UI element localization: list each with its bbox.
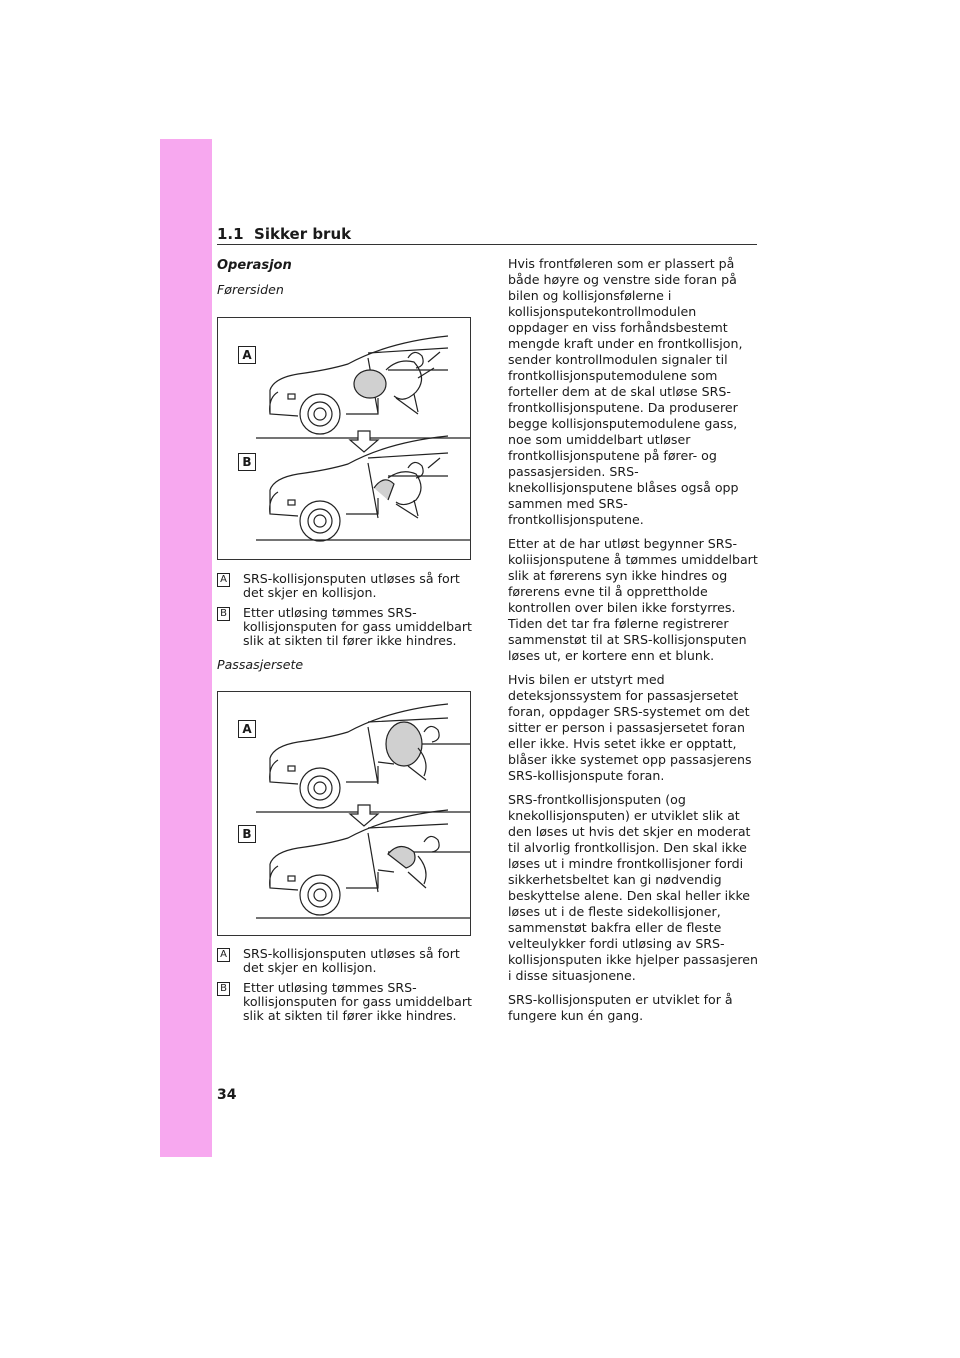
figure-label-a: A (238, 720, 256, 738)
caption-key: B (217, 982, 230, 996)
caption-item (217, 981, 472, 1023)
caption-text: SRS-kollisjonsputen utløses så fort det skjer en kollisjon. (243, 571, 460, 600)
caption-item (217, 572, 472, 600)
driver-side-subheading: Førersiden (217, 282, 284, 297)
figure-label-b: B (238, 453, 256, 471)
section-divider (217, 244, 757, 245)
passenger-side-subheading: Passasjersete (217, 657, 304, 672)
paragraph: Hvis frontføleren som er plassert på både høyre og venstre side foran på bilen og kollisjonsfølerne i kollisjonsputekontrollmodulen oppdager en viss forhåndsbestemt mengde kraft under en frontkollisjon, sender kontrollmodulen signaler til frontkollisjonsputemodulene som forteller dem at de skal utløse SRS-frontkollisjonsputene. Da produserer begge kollisjonsputemodulene gass, noe som umiddelbart utløser frontkollisjonsputene på fører- og passasjersiden. SRS-knekollisjonsputene blåses også opp sammen med SRS-frontkollisjonsputene. (508, 256, 743, 527)
paragraph: SRS-frontkollisjonsputen (og knekollisjonsputen) er utviklet slik at den løses ut hvis det skjer en moderat til alvorlig frontkollisjon. Den skal ikke løses ut i mindre frontkollisjoner fordi sikkerhetsbeltet kan gi nødvendig beskyttelse alene. Den skal heller ikke løses ut i de fleste sidekollisjoner, sammenstøt bakfra eller de fleste velteulykker fordi utløsing av SRS-kollisjonsputen ikke hjelper passasjeren i disse situasjonene. (508, 792, 759, 983)
section-title: Sikker bruk (254, 225, 352, 243)
caption-text: Etter utløsing tømmes SRS-kollisjonsputen for gass umiddelbart slik at sikten til fører ikke hindres. (243, 980, 472, 1023)
paragraph: Etter at de har utløst begynner SRS-koliisjonsputene å tømmes umiddelbart slik at førerens syn ikke hindres og førerens evne til å opprettholde kontrollen over bilen ikke forstyrres. Tiden det tar fra følerne registrerer sammenstøt til at SRS-kollisjonsputen løses ut, er kortere enn et blunk. (508, 536, 758, 663)
caption-item (217, 606, 472, 648)
paragraph: SRS-kollisjonsputen er utviklet for å fungere kun én gang. (508, 992, 733, 1023)
chapter-color-band (160, 139, 212, 1157)
section-header (217, 225, 351, 243)
figure-label-a: A (238, 346, 256, 364)
caption-item (217, 947, 472, 975)
figure-label-b: B (238, 825, 256, 843)
section-number: 1.1 (217, 225, 244, 243)
caption-key: A (217, 573, 230, 587)
operation-heading: Operasjon (217, 258, 292, 273)
left-column (217, 256, 472, 1023)
caption-text: Etter utløsing tømmes SRS-kollisjonsputen for gass umiddelbart slik at sikten til fører ikke hindres. (243, 605, 472, 648)
driver-captions (217, 572, 472, 648)
caption-key: A (217, 948, 230, 962)
caption-key: B (217, 607, 230, 621)
right-column (508, 256, 760, 1032)
page-number: 34 (217, 1087, 237, 1103)
passenger-captions (217, 947, 472, 1023)
paragraph: Hvis bilen er utstyrt med deteksjonssystem for passasjersetet foran, oppdager SRS-systemet om det sitter er person i passasjersetet foran eller ikke. Hvis setet ikke er opptatt, blåser ikke systemet opp passasjerens SRS-kollisjonspute foran. (508, 672, 752, 783)
driver-airbag-figure (217, 317, 471, 560)
caption-text: SRS-kollisjonsputen utløses så fort det skjer en kollisjon. (243, 946, 460, 975)
passenger-airbag-figure (217, 691, 471, 936)
